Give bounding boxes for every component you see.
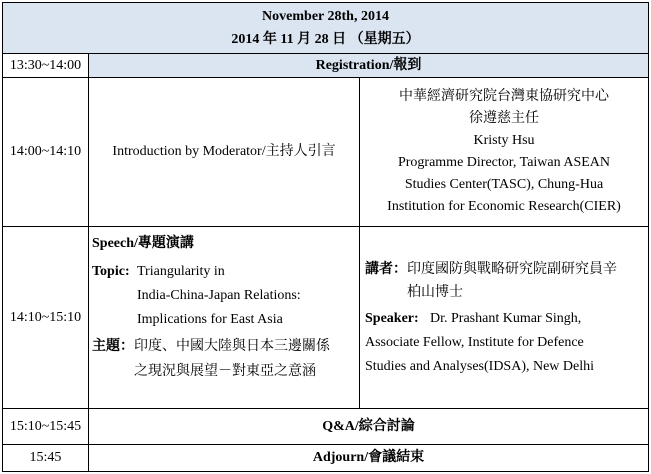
moderator-name-zh: 徐遵慈主任 xyxy=(469,111,539,126)
moderator-title-line: Programme Director, Taiwan ASEAN xyxy=(397,155,611,170)
speaker-line: Dr. Prashant Kumar Singh, xyxy=(430,311,582,326)
time-cell: 13:30~14:00 xyxy=(2,53,89,78)
speaker-line: Associate Fellow, Institute for Defence xyxy=(365,335,584,350)
topic-zh-line: 之現況與展望－對東亞之意涵 xyxy=(134,364,316,379)
moderator-title-line: Institution for Economic Research(CIER) xyxy=(387,199,621,214)
time-cell: 15:45 xyxy=(2,444,89,472)
adjourn-cell xyxy=(88,444,649,472)
moderator-cell xyxy=(359,77,649,227)
session-item-cell xyxy=(88,77,360,227)
agenda-table xyxy=(2,2,649,472)
registration-label: Registration/報到 xyxy=(315,57,422,73)
topic-zh-line: 印度、中國大陸與日本三邊關係 xyxy=(134,339,330,354)
topic-label: Topic: xyxy=(92,264,130,279)
moderator-title-line: Studies Center(TASC), Chung-Hua xyxy=(404,177,604,192)
speaker-zh-line: 印度國防與戰略研究院副研究員辛 xyxy=(407,262,617,277)
moderator-org-zh: 中華經濟研究院台灣東協研究中心 xyxy=(399,89,609,104)
qa-label: Q&A/綜合討論 xyxy=(322,418,415,434)
time-cell: 14:10~15:10 xyxy=(2,226,89,409)
introduction-label: Introduction by Moderator/主持人引言 xyxy=(112,144,336,159)
speech-topic-cell xyxy=(88,226,360,409)
topic-line: Triangularity in xyxy=(137,264,225,279)
speaker-cell xyxy=(359,226,649,409)
header-date-zh: 2014 年 11 月 28 日 （星期五） xyxy=(231,31,420,47)
adjourn-label: Adjourn/會議結束 xyxy=(312,450,425,465)
registration-cell xyxy=(88,53,649,78)
topic-zh-label: 主題： xyxy=(92,339,134,354)
speech-session-title: Speech/專題演講 xyxy=(92,236,194,251)
speaker-zh-label: 講者： xyxy=(365,262,407,277)
time-cell: 15:10~15:45 xyxy=(2,408,89,445)
time-cell: 14:00~14:10 xyxy=(2,77,89,227)
moderator-name-en: Kristy Hsu xyxy=(473,133,535,148)
header-date-en: November 28th, 2014 xyxy=(262,8,389,24)
speaker-label: Speaker: xyxy=(365,311,419,326)
topic-line: India-China-Japan Relations: xyxy=(137,288,301,303)
speaker-line: Studies and Analyses(IDSA), New Delhi xyxy=(365,359,595,374)
speaker-zh-line: 柏山博士 xyxy=(407,285,463,300)
topic-line: Implications for East Asia xyxy=(137,312,283,327)
agenda-header xyxy=(2,2,649,54)
qa-cell xyxy=(88,408,649,445)
